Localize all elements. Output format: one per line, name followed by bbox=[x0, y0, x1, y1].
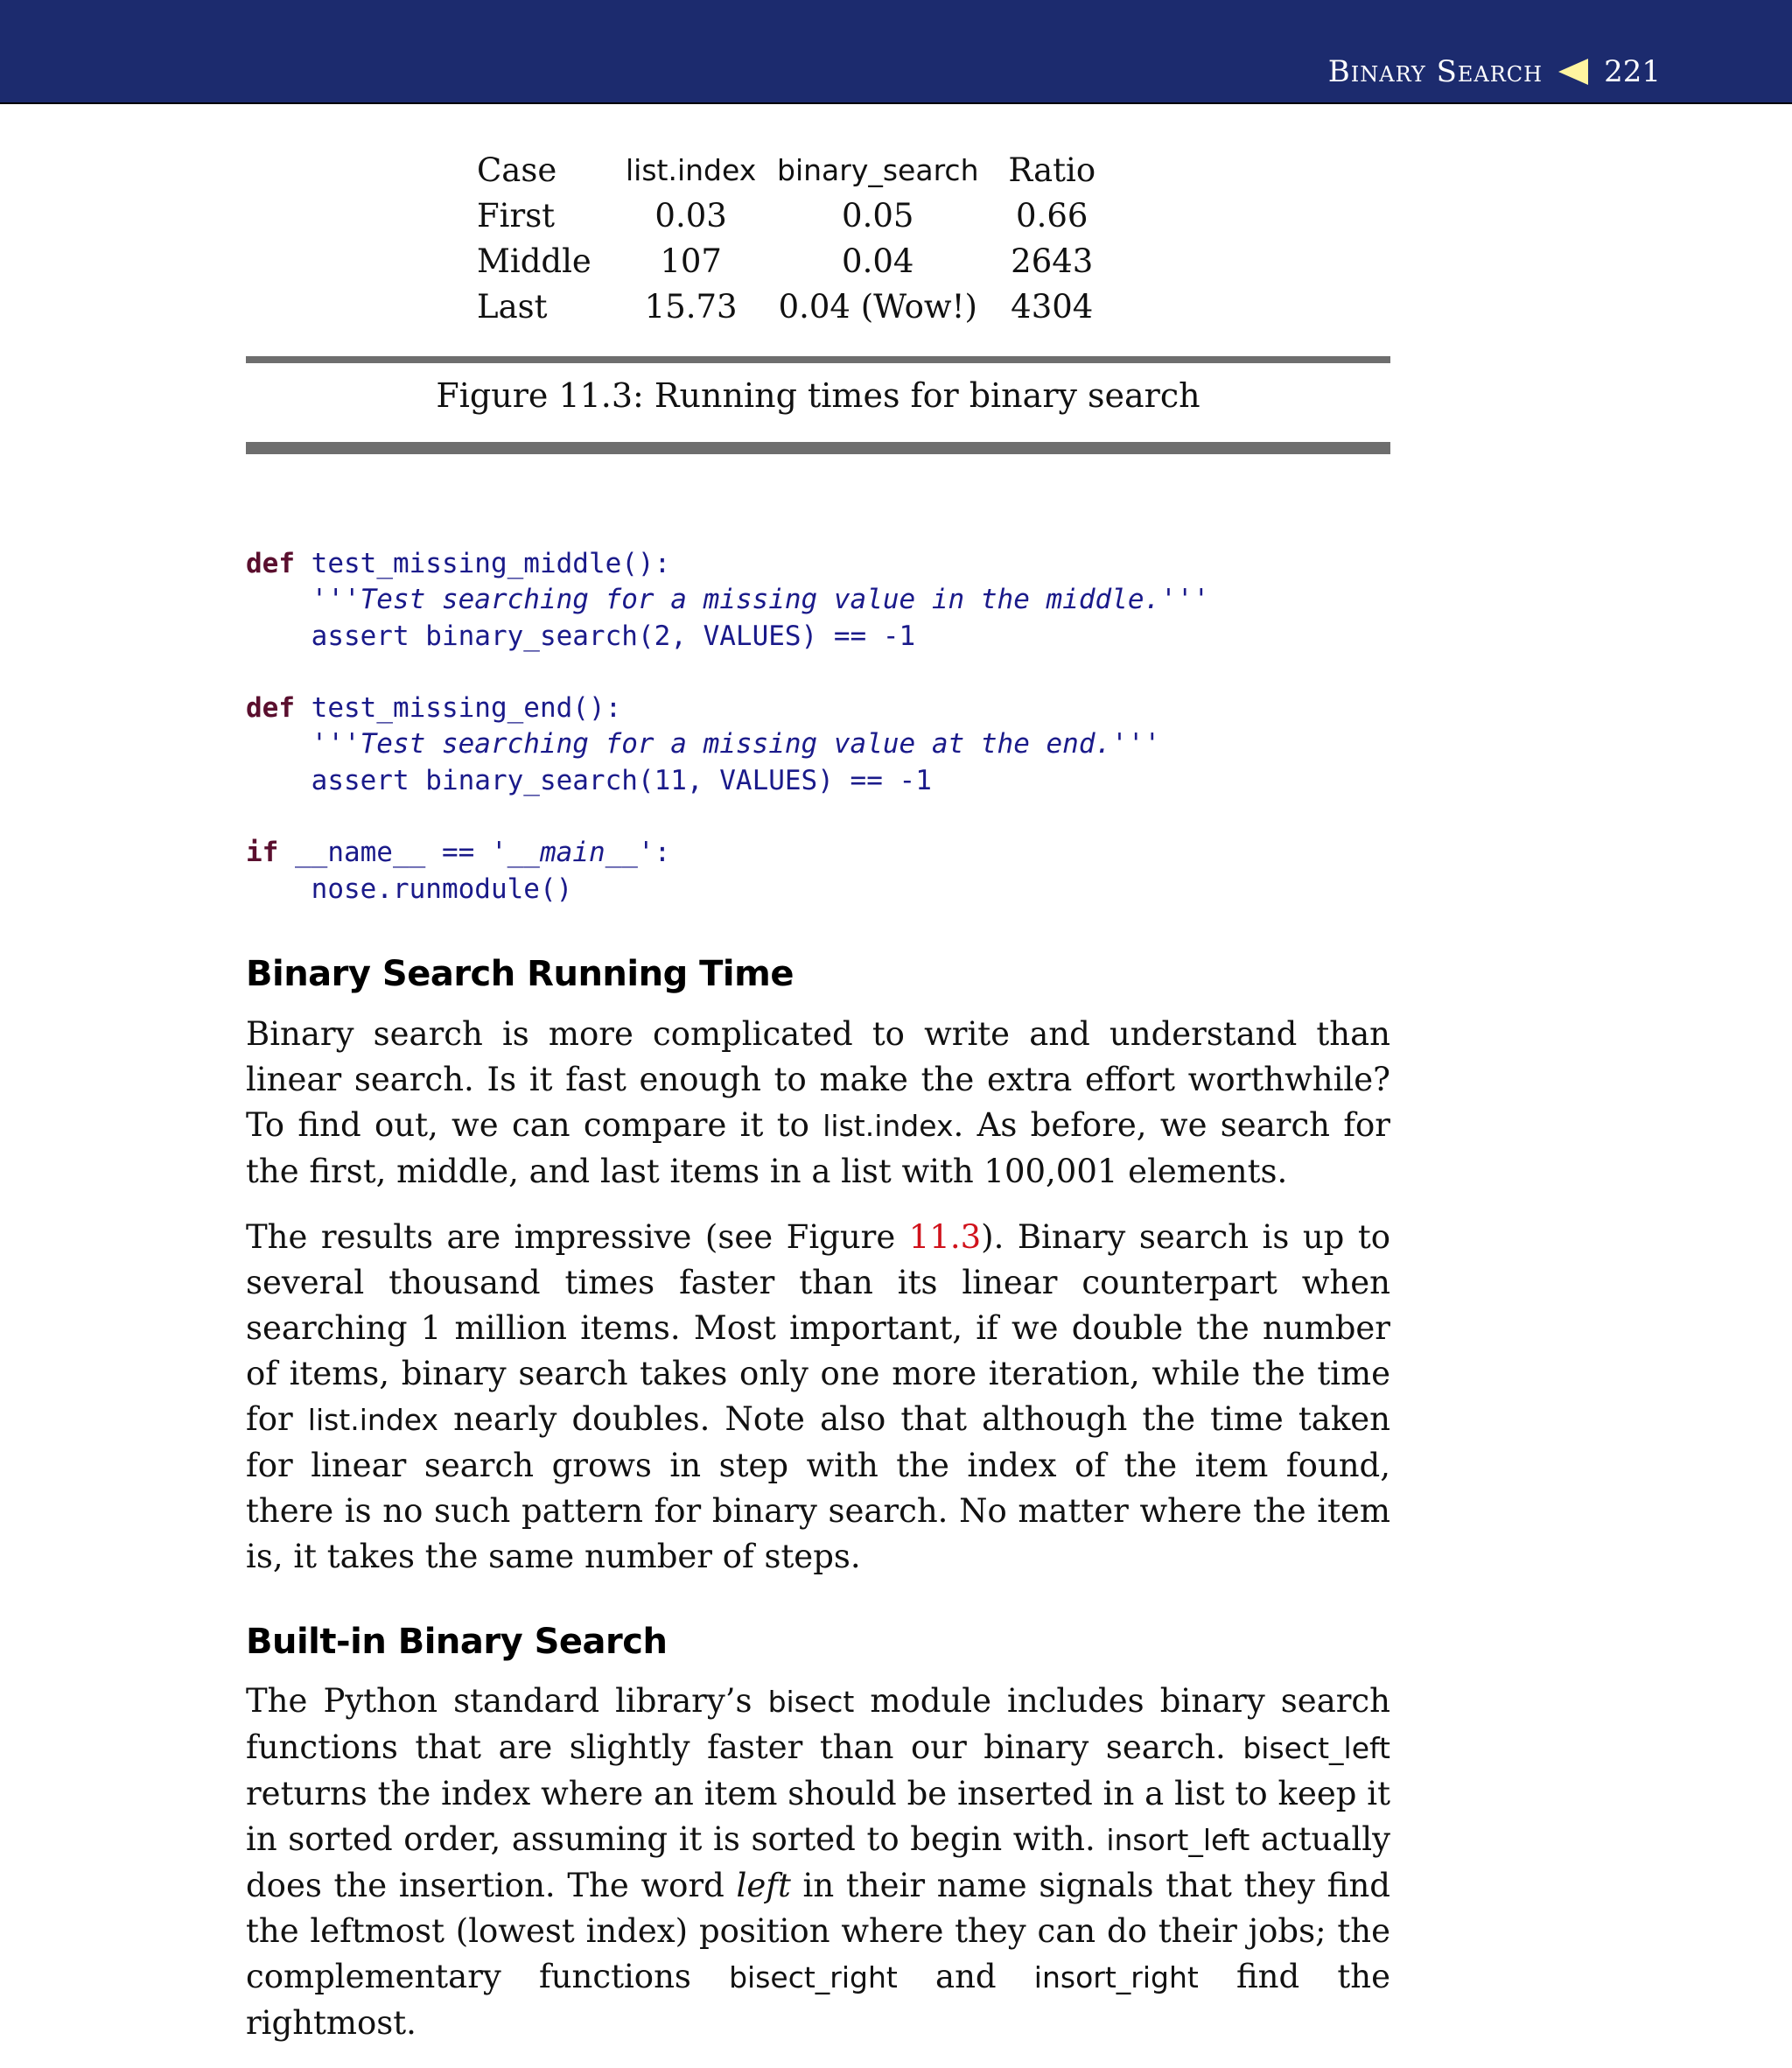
code-line: assert binary_search(11, VALUES) == -1 bbox=[246, 764, 932, 796]
inline-code: insort_left bbox=[1106, 1823, 1250, 1857]
section-heading: Binary Search Running Time bbox=[246, 954, 794, 994]
table-row bbox=[477, 284, 1104, 329]
paragraph bbox=[246, 1012, 1390, 1195]
page-number: 221 bbox=[1604, 54, 1661, 89]
code-blank-line bbox=[246, 799, 1209, 835]
code-line bbox=[246, 546, 1209, 582]
text: in their name signals that they find the leftmost (lowest index) position where they can do their jobs; the complementary functions bbox=[246, 1867, 1390, 1995]
code-line: '''Test searching for a missing value at the end.''' bbox=[246, 728, 1161, 761]
table-cell: 0.04 bbox=[842, 242, 914, 280]
code-text: test_missing_end(): bbox=[295, 692, 622, 725]
code-line: nose.runmodule() bbox=[246, 873, 573, 905]
figure-rule-bottom bbox=[246, 442, 1390, 454]
text: Binary search is more complicated to write and understand than linear search. Is it fast enough to make the extra effort worthwhile? To find out, we can compare it to bbox=[246, 1015, 1390, 1144]
section-heading: Built-in Binary Search bbox=[246, 1622, 668, 1662]
column-header: binary_search bbox=[777, 152, 979, 187]
code-keyword: def bbox=[246, 548, 295, 579]
inline-code: bisect_right bbox=[729, 1960, 898, 1994]
table-row bbox=[477, 193, 1104, 238]
code-line: assert binary_search(2, VALUES) == -1 bbox=[246, 620, 916, 652]
table-cell: 2643 bbox=[1011, 242, 1094, 280]
text: nearly doubles. Note also that although the time taken for linear search grows in step with the index of the item found, there is no such pattern for binary search. No matter where the item is, it takes the same number of steps. bbox=[246, 1400, 1390, 1575]
code-blank-line bbox=[246, 655, 1209, 691]
section-title: Binary Search bbox=[1327, 54, 1544, 89]
paragraph bbox=[246, 1679, 1390, 2046]
code-text: ': bbox=[637, 837, 671, 869]
inline-code: list.index bbox=[822, 1109, 954, 1143]
table-cell: Middle bbox=[477, 242, 592, 280]
paragraph bbox=[246, 1215, 1390, 1580]
text: find the rightmost. bbox=[246, 1958, 1390, 2042]
table-header-row bbox=[477, 147, 1104, 193]
table-row bbox=[477, 238, 1104, 284]
text: and bbox=[897, 1958, 1034, 1995]
code-line bbox=[246, 691, 1209, 726]
table-cell: 0.05 bbox=[842, 196, 914, 235]
text: . As before, we search for the first, middle, and last items in a list with 100,001 elements. bbox=[246, 1106, 1390, 1190]
code-line: '''Test searching for a missing value in the middle.''' bbox=[246, 584, 1210, 616]
running-head bbox=[1328, 54, 1661, 89]
table-cell: 4304 bbox=[1011, 287, 1094, 326]
text: The Python standard library’s bbox=[246, 1682, 768, 1720]
code-keyword: def bbox=[246, 692, 295, 725]
table-cell: 15.73 bbox=[644, 287, 738, 326]
text: returns the index where an item should be inserted in a list to keep it in sorted order, assuming it is sorted to begin with. bbox=[246, 1775, 1390, 1858]
table-cell: First bbox=[477, 196, 556, 235]
inline-code: bisect_left bbox=[1242, 1731, 1390, 1765]
code-line bbox=[246, 835, 1209, 871]
header-bar bbox=[0, 0, 1792, 104]
arrow-left-icon bbox=[1558, 59, 1588, 85]
code-string: __main__ bbox=[507, 837, 638, 869]
code-keyword: if bbox=[246, 837, 279, 869]
code-listing bbox=[246, 546, 1209, 908]
text: module includes binary search functions that are slightly faster than our binary search. bbox=[246, 1682, 1390, 1766]
inline-code: insort_right bbox=[1033, 1960, 1199, 1994]
table-cell: 0.04 (Wow!) bbox=[778, 287, 977, 326]
text: actually does the insertion. The word bbox=[246, 1820, 1390, 1904]
table-cell: 0.66 bbox=[1016, 196, 1088, 235]
inline-code: list.index bbox=[307, 1403, 439, 1437]
table-cell: Last bbox=[477, 287, 548, 326]
column-header: Case bbox=[477, 151, 557, 189]
text: The results are impressive (see Figure bbox=[246, 1218, 909, 1256]
inline-code: bisect bbox=[767, 1685, 855, 1719]
code-text: test_missing_middle(): bbox=[295, 548, 671, 579]
column-header: list.index bbox=[626, 152, 757, 187]
table-cell: 107 bbox=[660, 242, 722, 280]
figure-caption: Figure 11.3: Running times for binary search bbox=[436, 376, 1200, 415]
results-table bbox=[477, 147, 1104, 329]
code-text: __name__ == ' bbox=[278, 837, 508, 869]
figure-link[interactable]: 11.3 bbox=[908, 1218, 982, 1256]
text: ). Binary search is up to several thousand times faster than its linear counterpart when searching 1 million items. Most important, if we double the number of items, binary search takes only one more iteration, while the time for bbox=[246, 1218, 1390, 1438]
column-header: Ratio bbox=[1008, 151, 1096, 189]
emphasis: left bbox=[736, 1867, 791, 1904]
figure-rule-top bbox=[246, 356, 1390, 363]
table-cell: 0.03 bbox=[654, 196, 727, 235]
